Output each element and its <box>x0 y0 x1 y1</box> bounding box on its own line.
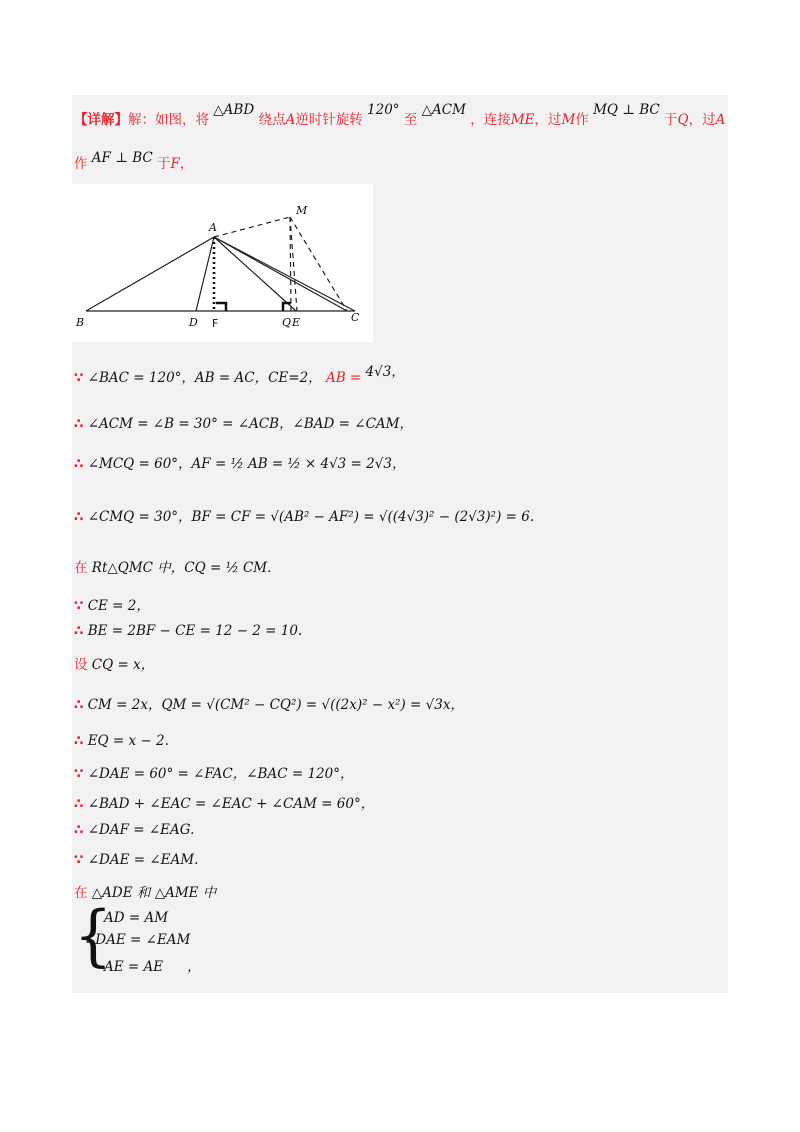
intro-text: ，过 <box>534 112 562 128</box>
step-11 <box>74 762 353 782</box>
segment-mq <box>290 217 291 311</box>
because-symbol: ∵ <box>74 852 84 868</box>
segment-am <box>214 217 290 237</box>
therefore-symbol: ∴ <box>74 796 84 812</box>
step-text: ∠DAE = ∠EAM. <box>87 852 199 868</box>
point-a: A <box>715 112 726 128</box>
triangle-abd: △ABD <box>213 102 255 118</box>
step-text: EQ = x − 2. <box>87 733 169 749</box>
point-q: Q <box>677 112 689 128</box>
step-text: CM = 2x，QM = √(CM² − CQ²) = √((2x)² − x²) = √3x， <box>87 697 464 713</box>
right-angle-q <box>283 303 291 311</box>
label-a: A <box>209 221 217 234</box>
label-c: C <box>351 311 360 324</box>
intro-text: 作 <box>74 156 88 172</box>
perpendicular-mq: MQ ⊥ BC <box>593 102 660 118</box>
therefore-symbol: ∴ <box>74 822 84 838</box>
therefore-symbol: ∴ <box>74 416 84 432</box>
geometry-figure <box>72 184 373 342</box>
step-12 <box>74 792 374 812</box>
label-d: D <box>189 316 198 329</box>
intro-text: 至 <box>403 112 418 128</box>
system-tail: ， <box>187 959 201 975</box>
because-symbol: ∵ <box>74 370 84 386</box>
label-f: F <box>212 317 219 330</box>
intro-text: 于 <box>157 156 171 172</box>
step-14 <box>74 852 198 868</box>
step-text: ∠CMQ = 30°，BF = CF = √(AB² − AF²) = √((4√3)² − (2√3)²) = 6. <box>87 509 535 525</box>
segment-ab <box>86 237 214 311</box>
label-b: B <box>76 316 85 329</box>
step-text: △ADE 和 △AME 中 <box>91 885 217 901</box>
step-text: ∠ACM = ∠B = 30° = ∠ACB，∠BAD = ∠CAM， <box>87 416 413 432</box>
system-eq-3 <box>104 955 201 975</box>
segment-me: ME <box>510 112 535 128</box>
therefore-symbol: ∴ <box>74 623 84 639</box>
step-text: Rt△QMC 中，CQ = ½ CM. <box>91 560 272 576</box>
point-f: F <box>170 156 180 172</box>
label-m: M <box>296 204 308 217</box>
intro-line-1 <box>74 102 726 128</box>
step-red-text: AB = <box>325 370 362 386</box>
step-prefix: 在 <box>74 560 88 576</box>
intro-text: ，连接 <box>470 112 511 128</box>
system-equation: ∠DAE = ∠EAM <box>84 932 191 948</box>
geometry-svg <box>72 184 373 342</box>
step-text: ∠DAF = ∠EAG. <box>87 822 195 838</box>
step-10 <box>74 733 169 749</box>
segment-mc <box>290 217 347 311</box>
label-q: Q <box>282 316 292 329</box>
perpendicular-af: AF ⊥ BC <box>91 150 153 166</box>
intro-text: 作 <box>575 112 589 128</box>
point-a: A <box>285 112 296 128</box>
step-text: ∠BAD + ∠EAC = ∠EAC + ∠CAM = 60°， <box>87 796 375 812</box>
segment-a-near-c <box>214 237 347 311</box>
step-text: CE = 2， <box>87 598 150 614</box>
step-text: CQ = x， <box>91 657 155 673</box>
because-symbol: ∵ <box>74 598 84 614</box>
step-tail: 4√3， <box>365 364 405 380</box>
therefore-symbol: ∴ <box>74 456 84 472</box>
right-angle-f <box>216 303 226 311</box>
system-eq-1 <box>104 910 168 926</box>
step-7 <box>74 623 302 639</box>
rotation-angle: 120° <box>367 102 400 118</box>
step-2 <box>74 412 413 432</box>
system-equation: AE = AE <box>104 959 164 975</box>
therefore-symbol: ∴ <box>74 697 84 713</box>
intro-text: 逆时针旋转 <box>295 112 363 128</box>
step-text: ∠DAE = 60° = ∠FAC，∠BAC = 120°， <box>87 766 354 782</box>
intro-text: 于 <box>664 112 678 128</box>
step-4 <box>74 505 534 525</box>
because-symbol: ∵ <box>74 766 84 782</box>
step-prefix: 设 <box>74 657 88 673</box>
step-13 <box>74 822 194 838</box>
point-m: M <box>561 112 576 128</box>
intro-text: 解：如图，将 <box>128 112 209 128</box>
system-brace: { <box>74 897 113 975</box>
step-3 <box>74 452 405 472</box>
label-e: E <box>292 316 301 329</box>
intro-line-2 <box>74 152 193 172</box>
intro-text: ，过 <box>688 112 716 128</box>
triangle-acm: △ACM <box>421 102 466 118</box>
system-eq-2 <box>84 932 190 948</box>
step-6 <box>74 594 150 614</box>
intro-text: 绕点 <box>258 112 286 128</box>
step-5 <box>74 556 271 576</box>
intro-text: ， <box>179 156 194 172</box>
step-text: ∠BAC = 120°，AB = AC，CE=2， <box>87 370 322 386</box>
detail-tag: 【详解】 <box>74 112 128 128</box>
step-9 <box>74 693 464 713</box>
step-8 <box>74 653 154 673</box>
system-equation: AD = AM <box>104 910 169 926</box>
step-1 <box>74 366 405 386</box>
step-text: BE = 2BF − CE = 12 − 2 = 10. <box>87 623 303 639</box>
step-text: ∠MCQ = 60°，AF = ½ AB = ½ × 4√3 = 2√3， <box>87 456 406 472</box>
therefore-symbol: ∴ <box>74 733 84 749</box>
segment-ad <box>196 237 214 311</box>
step-prefix: 在 <box>74 885 88 901</box>
therefore-symbol: ∴ <box>74 509 84 525</box>
